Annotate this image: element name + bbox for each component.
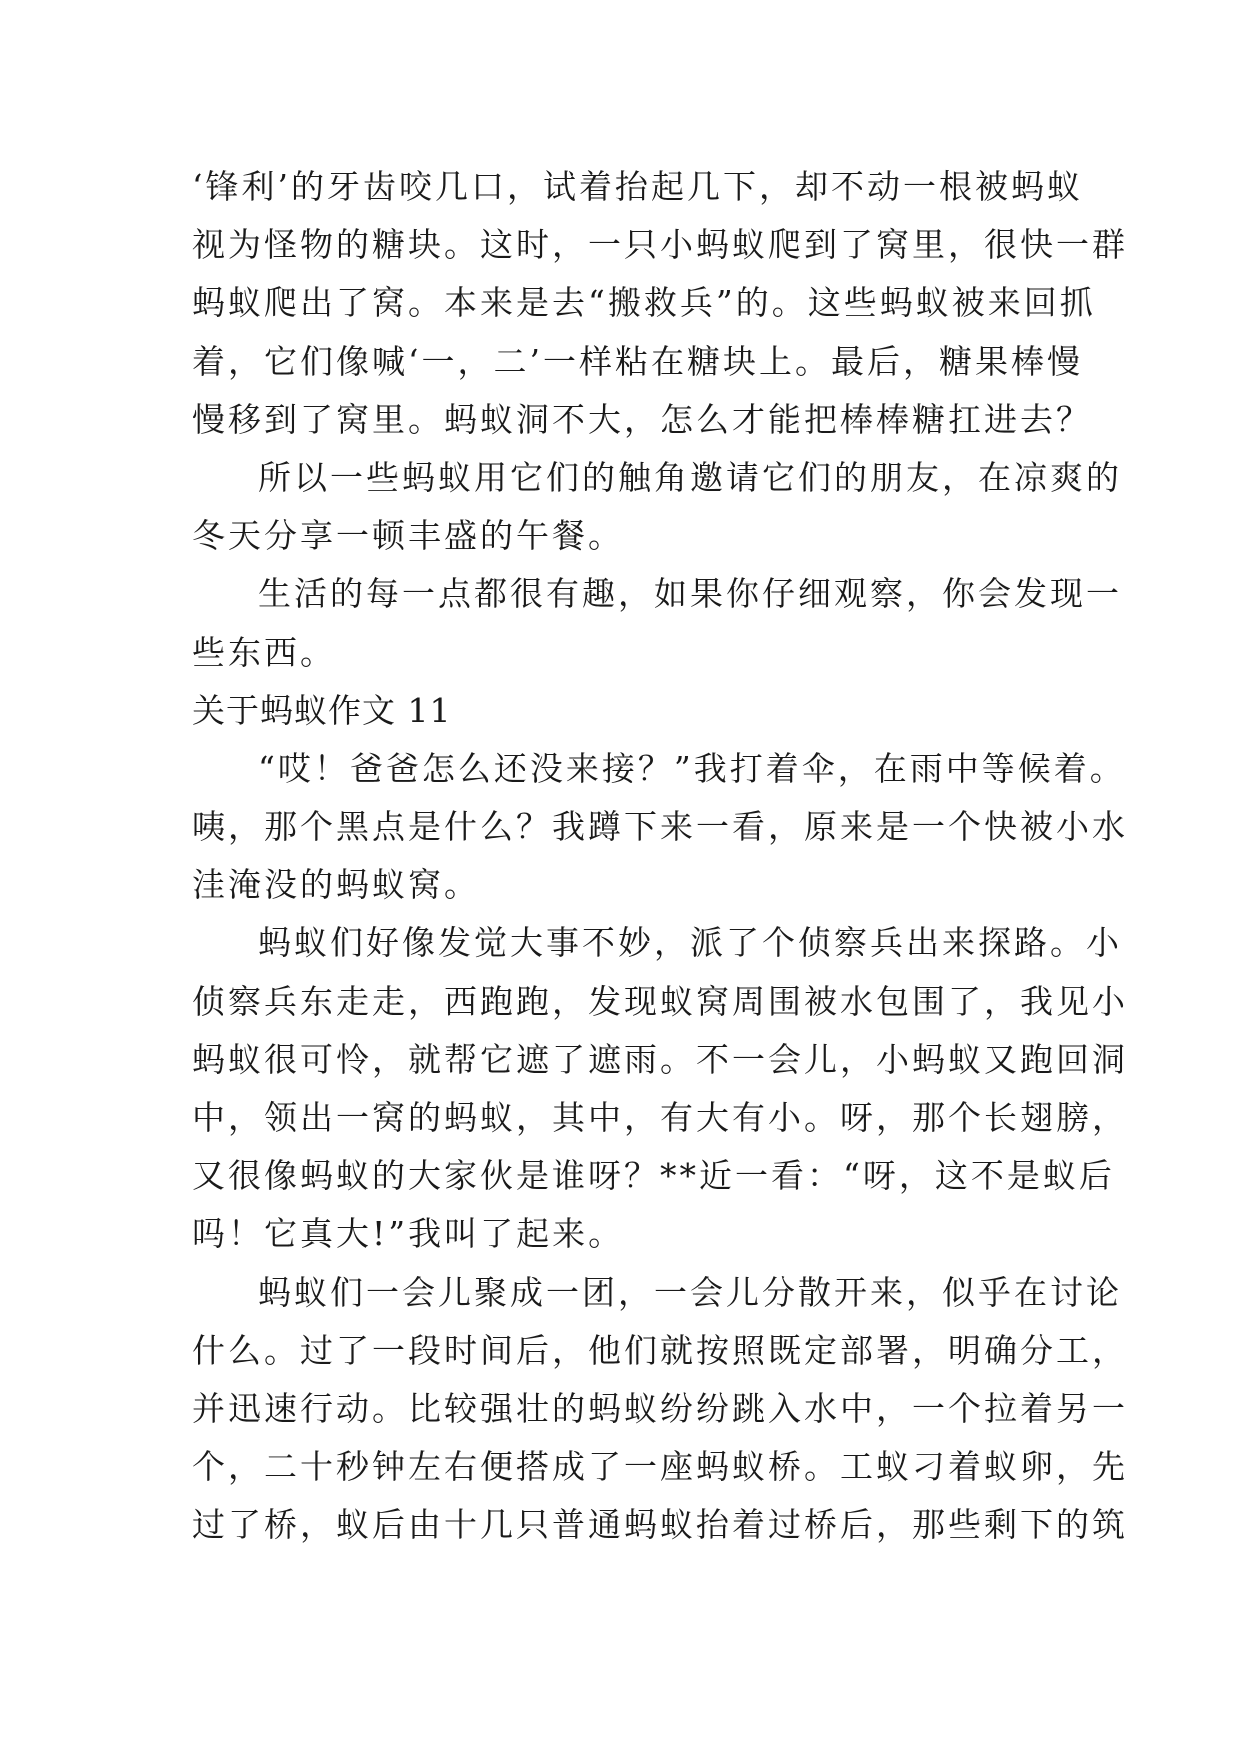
text-line: 过了桥，蚁后由十几只普通蚂蚁抬着过桥后，那些剩下的筑 (192, 1505, 1128, 1545)
text-line: 些东西。 (192, 632, 336, 672)
text-line: 中，领出一窝的蚂蚁，其中，有大有小。呀，那个长翅膀， (192, 1098, 1128, 1137)
text-line: 慢移到了窝里。蚂蚁洞不大，怎么才能把棒棒糖扛进去？ (192, 399, 1092, 439)
paragraph-first-line: 生活的每一点都很有趣，如果你仔细观察，你会发现一 (258, 574, 1122, 614)
text-line: 并迅速行动。比较强壮的蚂蚁纷纷跳入水中，一个拉着另一 (192, 1388, 1128, 1428)
text-line: 又很像蚂蚁的大家伙是谁呀？**近一看：“呀，这不是蚁后 (192, 1156, 1115, 1196)
text-line: 吗！它真大!”我叫了起来。 (192, 1214, 625, 1254)
text-line: 侦察兵东走走，西跑跑，发现蚁窝周围被水包围了，我见小 (192, 981, 1128, 1021)
text-line: 视为怪物的糖块。这时，一只小蚂蚁爬到了窝里，很快一群 (192, 225, 1128, 265)
section-heading: 关于蚂蚁作文 11 (192, 690, 452, 730)
text-line: 洼淹没的蚂蚁窝。 (192, 865, 480, 905)
paragraph-first-line: “哎！爸爸怎么还没来接？”我打着伞，在雨中等候着。 (258, 748, 1126, 788)
text-line: 蚂蚁爬出了窝。本来是去“搬救兵”的。这些蚂蚁被来回抓 (192, 283, 1096, 323)
paragraph-first-line: 蚂蚁们好像发觉大事不妙，派了个侦察兵出来探路。小 (258, 923, 1122, 963)
text-line: 咦，那个黑点是什么？我蹲下来一看，原来是一个快被小水 (192, 807, 1128, 847)
text-line: 什么。过了一段时间后，他们就按照既定部署，明确分工， (192, 1330, 1128, 1370)
text-line: 个，二十秒钟左右便搭成了一座蚂蚁桥。工蚁刁着蚁卵，先 (192, 1447, 1128, 1487)
text-line: 冬天分享一顿丰盛的午餐。 (192, 516, 624, 556)
text-line: 着，它们像喊‘一，二’一样粘在糖块上。最后，糖果棒慢 (192, 341, 1083, 381)
paragraph-first-line: 所以一些蚂蚁用它们的触角邀请它们的朋友，在凉爽的 (258, 457, 1122, 497)
text-line: 蚂蚁很可怜，就帮它遮了遮雨。不一会儿，小蚂蚁又跑回洞 (192, 1039, 1128, 1079)
paragraph-first-line: 蚂蚁们一会儿聚成一团，一会儿分散开来，似乎在讨论 (258, 1272, 1122, 1312)
essay-text (192, 158, 1128, 1555)
text-line: ‘锋利’的牙齿咬几口，试着抬起几下，却不动一根被蚂蚁 (192, 167, 1083, 206)
